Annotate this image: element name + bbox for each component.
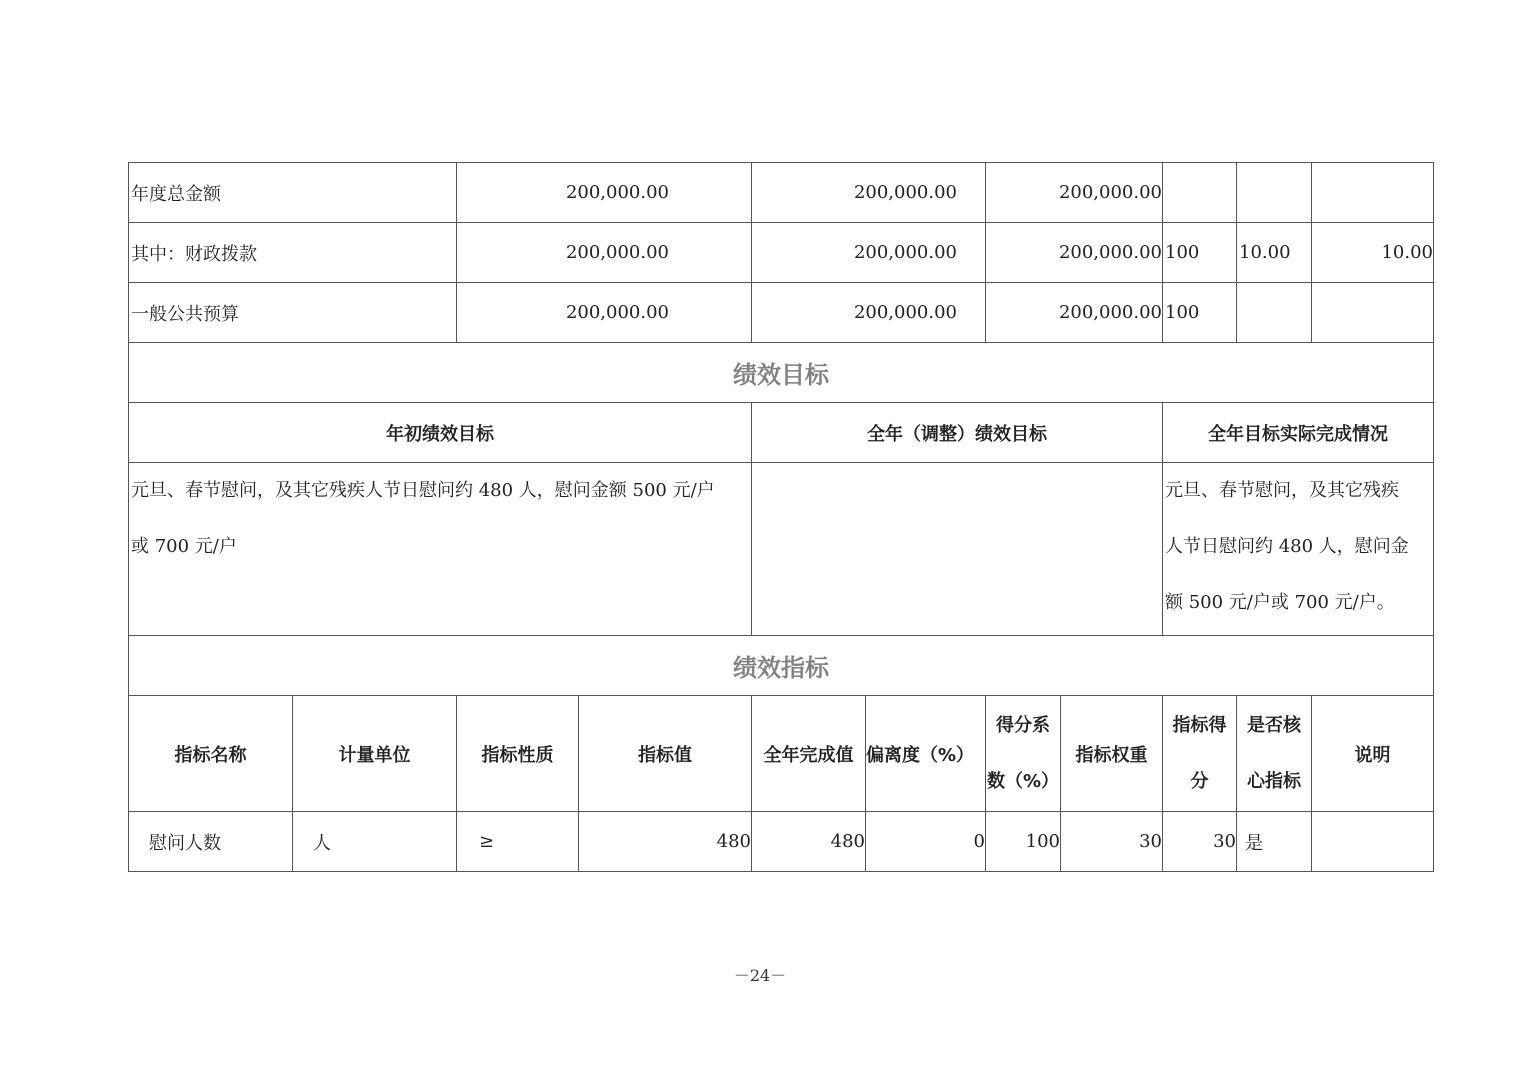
header-deviation: 偏离度（%） <box>866 696 986 812</box>
performance-report-table <box>128 162 1434 872</box>
goals-col-adjusted: 全年（调整）绩效目标 <box>752 403 1163 463</box>
fund-rate <box>1163 163 1237 223</box>
indicators-header-row <box>129 696 1434 812</box>
header-core <box>1237 696 1312 812</box>
goals-section-row <box>129 343 1434 403</box>
fund-weight <box>1237 283 1312 343</box>
indicator-note <box>1312 812 1434 872</box>
fund-name: 年度总金额 <box>129 163 457 223</box>
indicators-section-row <box>129 636 1434 696</box>
fund-row-total <box>129 163 1434 223</box>
fund-executed: 200,000.00 <box>986 283 1163 343</box>
fund-executed: 200,000.00 <box>986 163 1163 223</box>
indicator-deviation: 0 <box>866 812 986 872</box>
header-score-line: 分 <box>1190 770 1209 792</box>
header-note: 说明 <box>1312 696 1434 812</box>
header-weight: 指标权重 <box>1061 696 1163 812</box>
goals-actual-line: 元旦、春节慰问，及其它残疾 <box>1165 480 1399 501</box>
fund-row-general-budget <box>129 283 1434 343</box>
indicators-section-title: 绩效指标 <box>129 636 1434 696</box>
header-nature: 指标性质 <box>457 696 579 812</box>
fund-executed: 200,000.00 <box>986 223 1163 283</box>
indicator-coefficient: 100 <box>986 812 1061 872</box>
fund-score <box>1312 163 1434 223</box>
goals-initial-text <box>129 463 752 636</box>
page-number: －24－ <box>733 966 787 985</box>
goals-actual-line: 额 500 元/户或 700 元/户。 <box>1165 592 1395 613</box>
header-indicator-name: 指标名称 <box>129 696 293 812</box>
goals-initial-line: 元旦、春节慰问，及其它残疾人节日慰问约 480 人，慰问金额 500 元/户 <box>131 480 715 501</box>
goals-section-title: 绩效目标 <box>129 343 1434 403</box>
header-value: 指标值 <box>579 696 752 812</box>
fund-row-fiscal <box>129 223 1434 283</box>
fund-weight: 10.00 <box>1237 223 1312 283</box>
fund-weight <box>1237 163 1312 223</box>
indicator-value: 480 <box>579 812 752 872</box>
indicator-score: 30 <box>1163 812 1237 872</box>
fund-adjusted: 200,000.00 <box>752 163 986 223</box>
indicator-completed: 480 <box>752 812 866 872</box>
goals-actual-line: 人节日慰问约 480 人，慰问金 <box>1165 536 1409 557</box>
goals-col-actual: 全年目标实际完成情况 <box>1163 403 1434 463</box>
fund-initial: 200,000.00 <box>457 223 752 283</box>
indicator-row <box>129 812 1434 872</box>
fund-name: 一般公共预算 <box>129 283 457 343</box>
fund-score <box>1312 283 1434 343</box>
header-coefficient <box>986 696 1061 812</box>
goals-actual-text <box>1163 463 1434 636</box>
fund-rate: 100 <box>1163 223 1237 283</box>
header-score-line: 指标得 <box>1172 714 1227 736</box>
indicator-weight: 30 <box>1061 812 1163 872</box>
goals-adjusted-text <box>752 463 1163 636</box>
fund-adjusted: 200,000.00 <box>752 283 986 343</box>
goals-initial-line: 或 700 元/户 <box>131 536 237 557</box>
header-completed: 全年完成值 <box>752 696 866 812</box>
indicator-name: 慰问人数 <box>129 812 293 872</box>
indicator-core: 是 <box>1237 812 1312 872</box>
goals-header-row <box>129 403 1434 463</box>
goals-col-initial: 年初绩效目标 <box>129 403 752 463</box>
indicator-unit: 人 <box>293 812 457 872</box>
fund-score: 10.00 <box>1312 223 1434 283</box>
goals-content-row <box>129 463 1434 636</box>
indicator-nature: ≥ <box>457 812 579 872</box>
fund-initial: 200,000.00 <box>457 283 752 343</box>
header-core-line: 心指标 <box>1247 770 1301 792</box>
header-coefficient-line: 数（%） <box>986 770 1060 792</box>
fund-initial: 200,000.00 <box>457 163 752 223</box>
header-coefficient-line: 得分系 <box>996 714 1050 736</box>
fund-rate: 100 <box>1163 283 1237 343</box>
header-core-line: 是否核 <box>1247 714 1301 736</box>
fund-name: 其中：财政拨款 <box>129 223 457 283</box>
fund-adjusted: 200,000.00 <box>752 223 986 283</box>
header-score <box>1163 696 1237 812</box>
header-unit: 计量单位 <box>293 696 457 812</box>
